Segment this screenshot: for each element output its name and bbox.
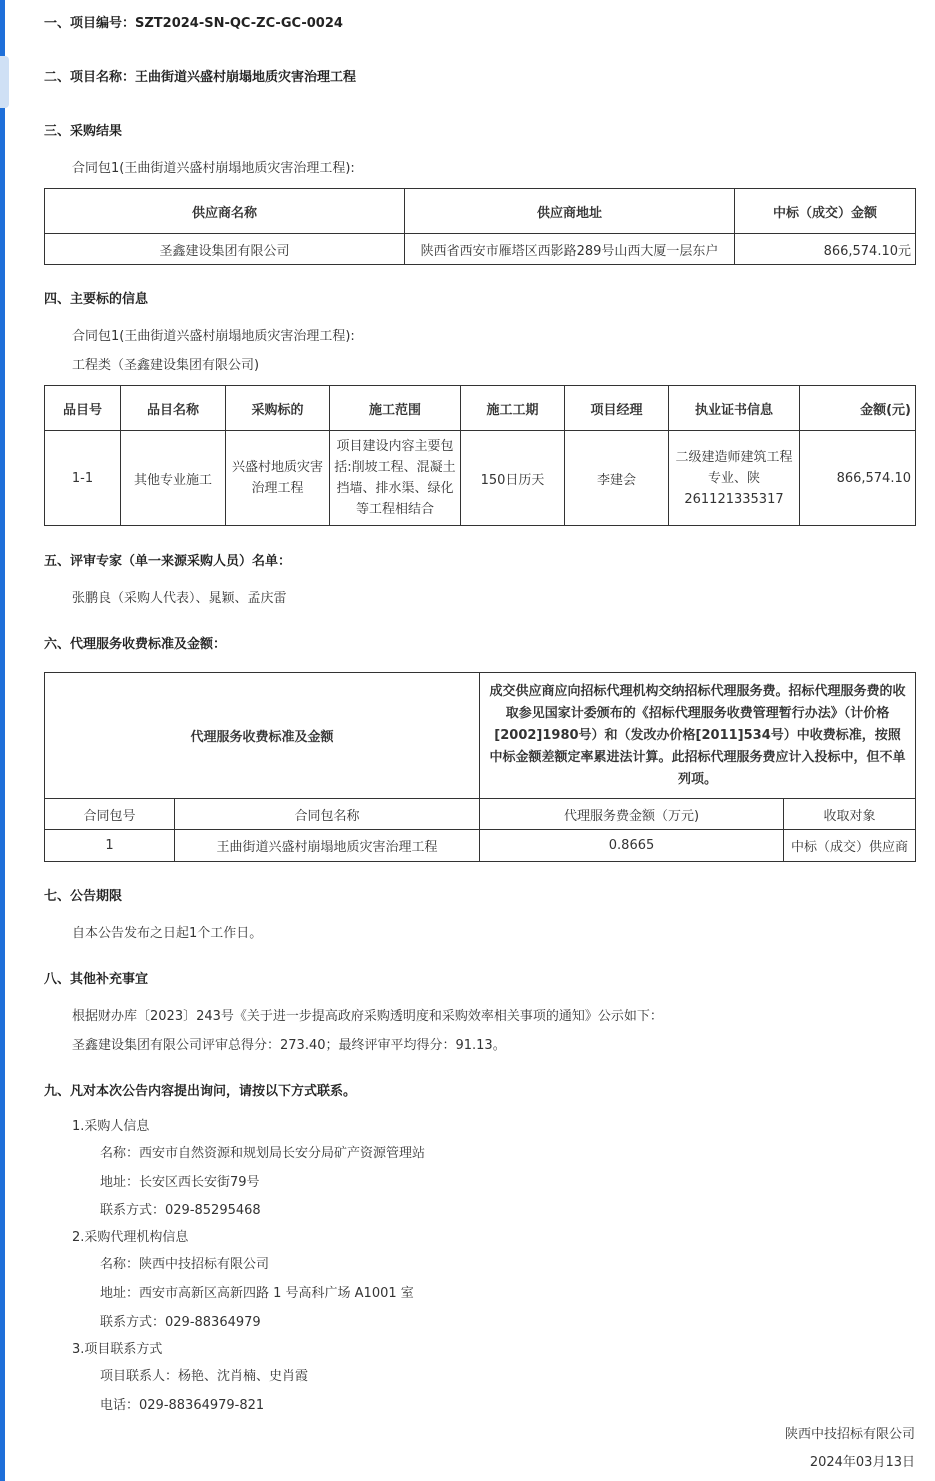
contact-heading: 九、凡对本次公告内容提出询问，请按以下方式联系。: [44, 1084, 357, 1099]
project-contacts: 项目联系人：杨艳、沈肖楠、史肖霞: [100, 1369, 309, 1384]
item-amount: 866,574.10: [800, 431, 916, 526]
supplier-address: 陕西省西安市雁塔区西影路289号山西大厦一层东户: [405, 234, 735, 265]
header-supplier-name: 供应商名称: [45, 189, 405, 234]
fee-amount: 0.8665: [480, 830, 784, 862]
item-certificate: 二级建造师建筑工程专业、陕261121335317: [669, 431, 800, 526]
buyer-name: 名称：西安市自然资源和规划局长安分局矿产资源管理站: [100, 1146, 426, 1161]
header-certificate: 执业证书信息: [669, 386, 800, 431]
project-contact-title: 3.项目联系方式: [72, 1342, 163, 1357]
notice-period-heading: 七、公告期限: [44, 889, 123, 904]
signature-org: 陕西中技招标有限公司: [784, 1427, 915, 1442]
header-manager: 项目经理: [565, 386, 669, 431]
item-scope: 项目建设内容主要包括:削坡工程、混凝土挡墙、排水渠、绿化等工程相结合: [330, 431, 461, 526]
buyer-info-title: 1.采购人信息: [72, 1119, 150, 1134]
header-fee-payer: 收取对象: [784, 799, 916, 830]
buyer-address: 地址：长安区西长安街79号: [100, 1175, 260, 1190]
header-item-name: 品目名称: [121, 386, 226, 431]
bid-amount: 866,574.10元: [735, 234, 916, 265]
result-table-header: [45, 189, 916, 234]
header-package-name: 合同包名称: [175, 799, 480, 830]
agent-phone: 联系方式：029-88364979: [100, 1315, 261, 1330]
agency-fee-heading: 六、代理服务收费标准及金额：: [44, 637, 227, 652]
result-table: [44, 188, 916, 265]
header-item-no: 品目号: [45, 386, 121, 431]
package-name: 王曲街道兴盛村崩塌地质灾害治理工程: [175, 830, 480, 862]
supplementary-heading: 八、其他补充事宜: [44, 972, 149, 987]
item-period: 150日历天: [461, 431, 565, 526]
table-row: [45, 234, 916, 265]
main-items-heading: 四、主要标的信息: [44, 292, 149, 307]
project-number-heading: 一、项目编号：SZT2024-SN-QC-ZC-GC-0024: [44, 16, 343, 31]
header-scope: 施工范围: [330, 386, 461, 431]
fee-standard-row: [45, 673, 916, 799]
supplier-name: 圣鑫建设集团有限公司: [45, 234, 405, 265]
fee-table-header: [45, 799, 916, 830]
items-category-label: 工程类（圣鑫建设集团有限公司): [72, 358, 260, 373]
table-row: [45, 830, 916, 862]
project-phone: 电话：029-88364979-821: [100, 1398, 265, 1413]
header-target: 采购标的: [226, 386, 330, 431]
notice-period-text: 自本公告发布之日起1个工作日。: [72, 926, 263, 941]
result-heading: 三、采购结果: [44, 124, 123, 139]
item-manager: 李建会: [565, 431, 669, 526]
main-items-table: [44, 385, 916, 526]
signature-date: 2024年03月13日: [809, 1455, 915, 1470]
header-amount: 金额(元): [800, 386, 916, 431]
header-bid-amount: 中标（成交）金额: [735, 189, 916, 234]
left-accent-bar: [0, 0, 5, 1481]
supplementary-line-2: 圣鑫建设集团有限公司评审总得分：273.40；最终评审平均得分：91.13。: [72, 1038, 506, 1053]
buyer-phone: 联系方式：029-85295468: [100, 1203, 261, 1218]
side-collapse-tab[interactable]: [0, 56, 9, 108]
item-name: 其他专业施工: [121, 431, 226, 526]
table-row: [45, 431, 916, 526]
header-package-no: 合同包号: [45, 799, 175, 830]
result-package-label: 合同包1(王曲街道兴盛村崩塌地质灾害治理工程):: [72, 161, 355, 176]
agent-address: 地址：西安市高新区高新四路 1 号高科广场 A1001 室: [100, 1286, 414, 1301]
agency-fee-table: [44, 672, 916, 862]
agent-info-title: 2.采购代理机构信息: [72, 1230, 189, 1245]
header-supplier-address: 供应商地址: [405, 189, 735, 234]
items-package-label: 合同包1(王曲街道兴盛村崩塌地质灾害治理工程):: [72, 329, 355, 344]
package-no: 1: [45, 830, 175, 862]
fee-payer: 中标（成交）供应商: [784, 830, 916, 862]
header-period: 施工工期: [461, 386, 565, 431]
items-table-header: [45, 386, 916, 431]
fee-standard-label: 代理服务收费标准及金额: [45, 673, 480, 799]
header-fee-amount: 代理服务费金额（万元): [480, 799, 784, 830]
experts-list: 张鹏良（采购人代表）、晁颖、孟庆雷: [72, 591, 287, 606]
experts-heading: 五、评审专家（单一来源采购人员）名单：: [44, 554, 292, 569]
supplementary-line-1: 根据财办库〔2023〕243号《关于进一步提高政府采购透明度和采购效率相关事项的通知》公示如下：: [72, 1009, 663, 1024]
project-name-heading: 二、项目名称：王曲街道兴盛村崩塌地质灾害治理工程: [44, 70, 357, 85]
agent-name: 名称：陕西中技招标有限公司: [100, 1257, 270, 1272]
fee-standard-description: 成交供应商应向招标代理机构交纳招标代理服务费。招标代理服务费的收取参见国家计委颁布的《招标代理服务收费管理暂行办法》（计价格[2002]1980号）和（发改办价格[2011]534号）中收费标准，按照中标金额差额定率累进法计算。此招标代理服务费应计入投标中，但不单列项。: [480, 673, 916, 799]
item-no: 1-1: [45, 431, 121, 526]
item-target: 兴盛村地质灾害治理工程: [226, 431, 330, 526]
